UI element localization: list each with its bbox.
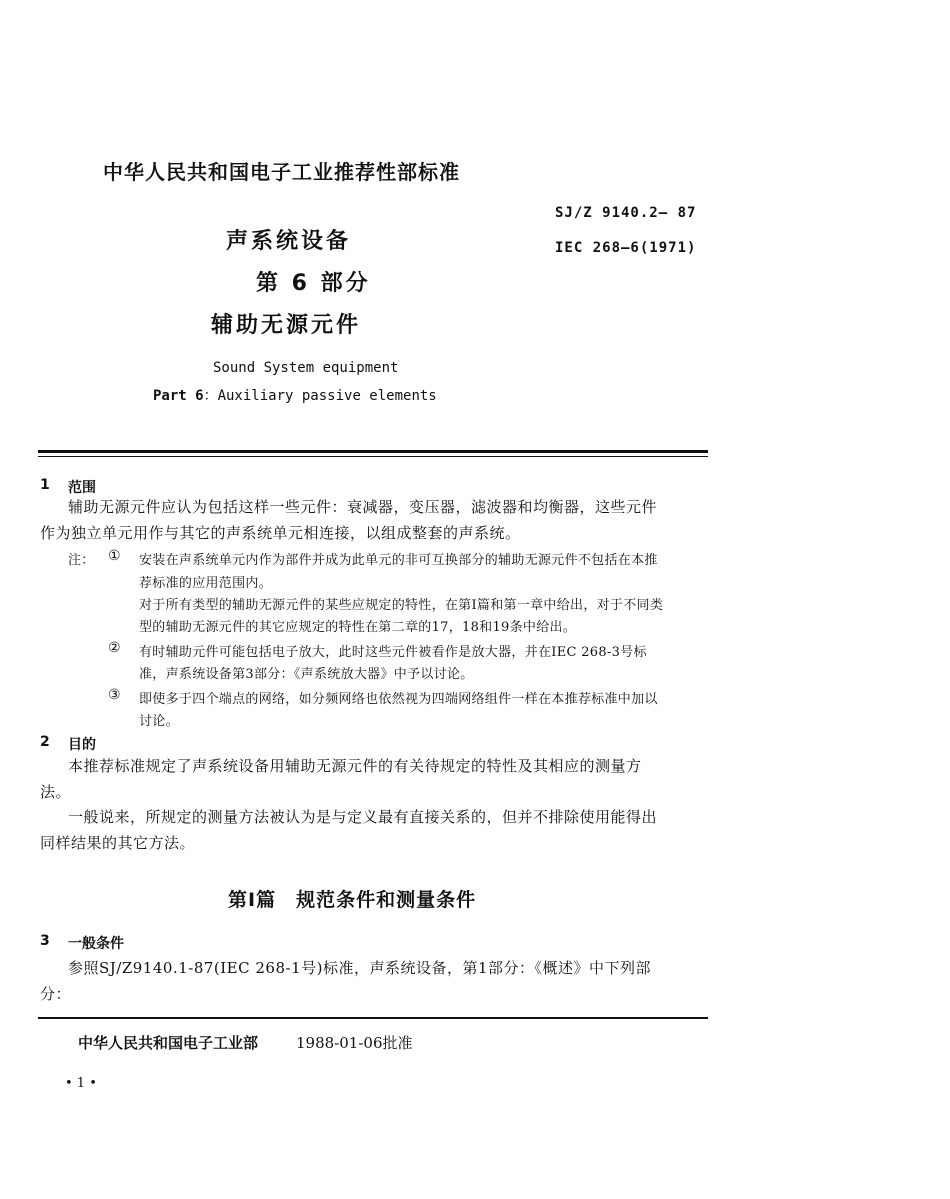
english-part-separator: ： [203,388,218,404]
note-label: 注： [68,553,95,568]
note-2-line-1: 有时辅助元件可能包括电子放大，此时这些元件被看作是放大器，并在IEC 268-3号标 [139,645,647,660]
section-3-title: 一般条件 [68,936,124,952]
section-3-line-2: 分： [40,985,72,1003]
note-1-line-1: 安装在声系统单元内作为部件并成为此单元的非可互换部分的辅助无源元件不包括在本推 [139,553,658,568]
section-2-title: 目的 [68,737,96,753]
note-3-line-1: 即使多于四个端点的网络，如分频网络也依然视为四端网络组件一样在本推荐标准中加以 [139,692,658,707]
section-2-p1-line-2: 法。 [40,783,72,801]
section-2-p2-line-1: 一般说来，所规定的测量方法被认为是与定义最有直接关系的，但并不排除使用能得出 [68,808,658,826]
title-line-3: 辅助无源元件 [211,313,362,338]
section-1-title: 范围 [68,480,96,496]
iec-code: IEC 268—6(1971) [555,240,697,256]
section-1-body-line-1: 辅助无源元件应认为包括这样一些元件：衰减器，变压器，滤波器和均衡器，这些元件 [68,498,658,516]
section-2-p1-line-1: 本推荐标准规定了声系统设备用辅助无源元件的有关待规定的特性及其相应的测量方 [68,757,642,775]
footer-organization: 中华人民共和国电子工业部 [78,1034,259,1052]
standard-code: SJ/Z 9140.2— 87 [555,205,697,221]
section-2-p2-line-2: 同样结果的其它方法。 [40,834,196,852]
note-3-marker: ③ [108,687,121,703]
section-1-body-line-2: 作为独立单元用作与其它的声系统单元相连接，以组成整套的声系统。 [40,524,521,542]
note-1-line-4: 型的辅助无源元件的其它应规定的特性在第二章的17，18和19条中给出。 [139,620,577,635]
header-divider [38,450,708,453]
page-number: • 1 • [65,1076,97,1091]
part-1-heading: 第Ⅰ篇 规范条件和测量条件 [228,889,477,911]
note-1-line-3: 对于所有类型的辅助无源元件的某些应规定的特性，在第Ⅰ篇和第一章中给出，对于不同类 [139,598,664,613]
section-1-number: 1 [40,477,50,493]
note-2-line-2: 准，声系统设备第3部分：《声系统放大器》中予以讨论。 [139,667,474,682]
title-line-2: 第 6 部分 [256,271,371,296]
section-3-number: 3 [40,933,50,949]
english-part-name: Auxiliary passive elements [217,388,437,404]
english-subtitle [153,385,437,405]
note-2-marker: ② [108,640,121,656]
title-line-1: 声系统设备 [226,229,352,254]
english-title: Sound System equipment [213,360,399,376]
note-1-marker: ① [108,548,121,564]
note-3-line-2: 讨论。 [139,714,179,729]
header-divider-thin [38,456,708,457]
issuing-organization: 中华人民共和国电子工业推荐性部标准 [103,160,460,184]
section-3-line-1: 参照SJ/Z9140.1-87(IEC 268-1号)标准，声系统设备，第1部分：《概述》中下列部 [68,959,652,977]
approval-date: 1988-01-06批准 [296,1034,413,1052]
section-2-number: 2 [40,734,50,750]
footer-divider [38,1017,708,1019]
english-part-label: Part 6 [153,388,204,404]
note-1-line-2: 荐标准的应用范围内。 [139,576,273,591]
